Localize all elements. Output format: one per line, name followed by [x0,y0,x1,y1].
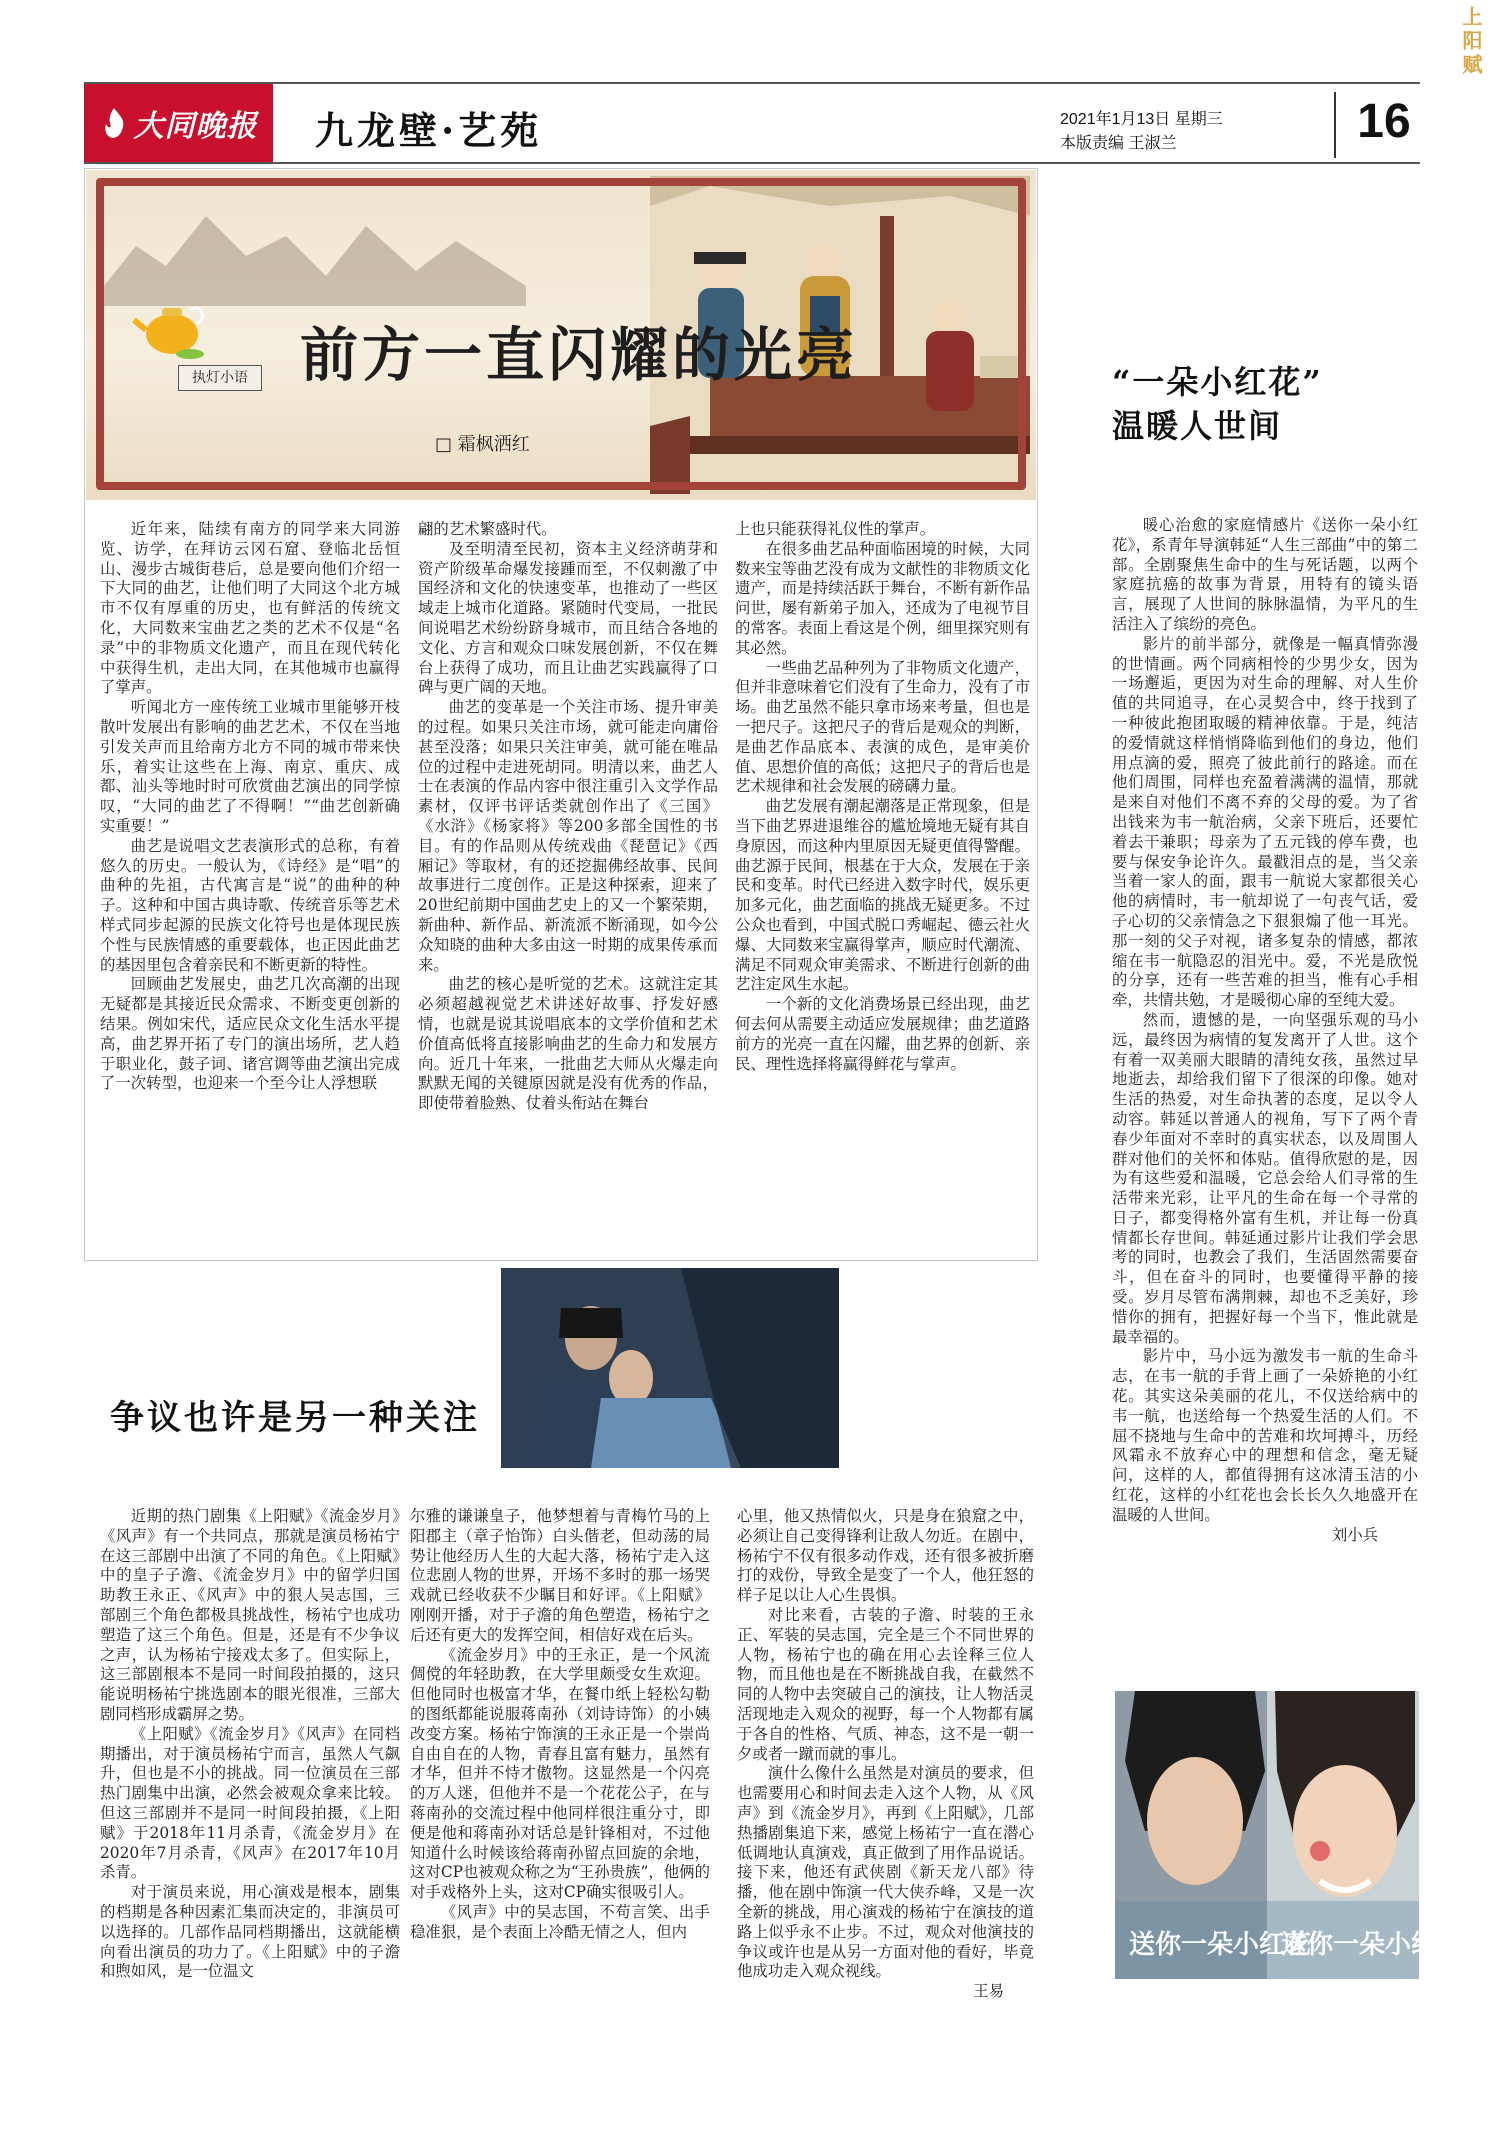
masthead-top-rule [84,82,1420,84]
paragraph: 近年来，陆续有南方的同学来大同游览、访学，在拜访云冈石窟、登临北岳恒山、漫步古城街巷后，总是要向他们介绍一下大同的曲艺，让他们明了大同这个北方城市不仅有厚重的历史，也有鲜活的传统文化，大同数来宝曲艺之类的艺术不仅是“名录”中的非物质文化遗产，而且在现代转化中获得生机，走出大同，在其他城市也赢得了掌声。 [100,520,400,697]
paragraph: 曲艺的核心是听觉的艺术。这就注定其必须超越视觉艺术讲述好故事、抒发好感情，也就是说其说唱底本的文学价值和艺术价值高低将直接影响曲艺的生命力和发展方向。近几十年来，一批曲艺大师从火爆走向默默无闻的关键原因就是没有优秀的作品，即使带着脸熟、仗着头衔站在舞台 [418,975,718,1113]
issue-info [1060,108,1223,156]
still-caption: 上阳赋 [1459,6,1483,78]
side-article-body [1112,516,1418,1545]
bottom-author: 王易 [973,1982,1004,2001]
paragraph: 一个新的文化消费场景已经出现，曲艺何去何从需要主动适应发展规律；曲艺道路前方的光亮一直在闪耀，曲艺界的创新、亲民、理性选择将赢得鲜花与掌声。 [735,995,1030,1073]
newspaper-logo [84,84,273,162]
paragraph: 曲艺发展有潮起潮落是正常现象，但是当下曲艺界进退维谷的尴尬境地无疑有其自身原因，而这种内里原因无疑更值得警醒。曲艺源于民间，根基在于大众，发展在于亲民和变革。时代已经进入数字时代，娱乐更加多元化，曲艺面临的挑战无疑更多。不过公众也看到，中国式脱口秀崛起、德云社火爆、大同数来宝赢得掌声，顺应时代潮流、满足不同观众审美需求、不断进行创新的曲艺注定风生水起。 [735,797,1030,994]
flame-logo-icon [100,106,128,140]
side-author: 刘小兵 [1331,1525,1378,1544]
paragraph: 演什么像什么虽然是对演员的要求，但也需要用心和时间去走入这个人物，从《风声》到《流金岁月》，再到《上阳赋》，几部热播剧集追下来，感觉上杨祐宁一直在潜心低调地认真演戏，真正做到了用作品说话。接下来，他还有武侠剧《新天龙八部》待播，他在剧中饰演一代大侠乔峰，又是一次全新的挑战，用心演戏的杨祐宁在演技的道路上似乎永不止步。不过，观众对他演技的争议或许也是从另一方面对他的看好，毕竟他成功走入观众视线。 [737,1764,1034,1981]
paragraph: 曲艺是说唱文艺表演形式的总称，有着悠久的历史。一般认为，《诗经》是“唱”的曲种的先祖，古代寓言是“说”的曲种的种子。这种和中国古典诗歌、传统音乐等艺术样式同步起源的民族文化符号也是体现民族个性与民族情感的重要载体，也正因此曲艺的基因里包含着亲民和不断更新的特性。 [100,836,400,974]
main-article-column-3 [735,520,1030,1074]
bottom-article-column-3 [737,1507,1034,2002]
paragraph: 上也只能获得礼仪性的掌声。 [735,520,936,538]
column-tag: 执灯小语 [178,365,262,391]
paragraph: 《风声》中的吴志国，不苟言笑、出手稳准狠，是个表面上冷酷无情之人，但内 [410,1902,710,1941]
paragraph: 暖心治愈的家庭情感片《送你一朵小红花》，系青年导演韩延“人生三部曲”中的第二部。全剧聚焦生命中的生与死话题，以两个家庭抗癌的故事为背景，用特有的镜头语言，展现了人世间的脉脉温情，为平凡的生活注入了缤纷的亮色。 [1112,516,1418,633]
section-title: 九龙壁·艺苑 [315,108,543,153]
page-number: 16 [1357,95,1411,148]
paragraph: 然而，遗憾的是，一向坚强乐观的马小远，最终因为病情的复发离开了人世。这个有着一双美丽大眼睛的清纯女孩，虽然过早地逝去，却给我们留下了很深的印像。她对生活的热爱，对生命执著的态度，足以令人动容。韩延以普通人的视角，写下了两个青春少年面对不幸时的真实状态，以及周围人群对他们的关怀和体贴。值得欣慰的是，因为有这些爱和温暖，它总会给人们寻常的生活带来光彩，让平凡的生命在每一个寻常的日子，都变得格外富有生机，并让每一份真情都长存世间。韩延通过影片让我们学会思考的同时，也教会了我们，生活固然需要奋斗，但在奋斗的同时，也要懂得平静的接受。岁月尽管布满荆棘，却也不乏美好，珍惜你的拥有，把握好每一个当下，惟此就是最幸福的。 [1112,1010,1418,1346]
main-headline: 前方一直闪耀的光亮 [300,321,859,389]
paragraph: 曲艺的变革是一个关注市场、提升审美的过程。如果只关注市场，就可能走向庸俗甚至没落；如果只关注审美，就可能在唯品位的过程中走进死胡同。明清以来，曲艺人士在表演的作品内容中很注重引入文学作品素材，仅评书评话类就创作出了《三国》《水浒》《杨家将》等200多部全国性的书目。有的作品则从传统戏曲《琵琶记》《西厢记》等取材，有的还挖掘佛经故事、民间故事进行二度创作。正是这种探索，迎来了20世纪前期中国曲艺史上的又一个繁荣期，新曲种、新作品、新流派不断涌现，如今公众知晓的曲种大多由这一时期的成果传承而来。 [418,698,718,974]
paragraph: 影片中，马小远为激发韦一航的生命斗志，在韦一航的手背上画了一朵娇艳的小红花。其实这朵美丽的花儿，不仅送给病中的韦一航，也送给每一个热爱生活的人们。不屈不挠地与生命中的苦难和坎坷搏斗，历经风霜永不放弃心中的理想和信念，毫无疑问，这样的人，都值得拥有这冰清玉洁的小红花，这样的小红花也会长长久久地盛开在温暖的人世间。 [1112,1347,1418,1524]
paragraph: 在很多曲艺品种面临困境的时候，大同数来宝等曲艺没有成为文献性的非物质文化遗产，而是持续活跃于舞台，不断有新作品问世，屡有新弟子加入，还成为了电视节目的常客。表面上看这是个例，细里探究则有其必然。 [735,539,1030,657]
paragraph: 回顾曲艺发展史，曲艺几次高潮的出现无疑都是其接近民众需求、不断变更创新的结果。例如宋代，适应民众文化生活水平提高，曲艺界开拓了专门的演出场所，艺人趋于职业化，鼓子词、诸宫调等曲艺演出完成了一次转型，也迎来一个至今让人浮想联 [100,975,400,1093]
main-byline: □ 霜枫洒红 [435,434,530,455]
side-headline-line-2: 温暖人世间 [1112,407,1283,445]
paragraph: 《流金岁月》中的王永正，是一个风流倜傥的年轻助教，在大学里颇受女生欢迎。但他同时也极富才华，在餐巾纸上轻松勾勒的图纸都能说服蒋南孙（刘诗诗饰）的小姨改变方案。杨祐宁饰演的王永正是一个崇尚自由自在的人物，青春且富有魅力，虽然有才华，但并不恃才傲物。这显然是一个闪亮的万人迷，但他并不是一个花花公子，在与蒋南孙的交流过程中他同样很注重分寸，即便是他和蒋南孙对话总是针锋相对，不过他知道什么时候该给蒋南孙留点回旋的余地，这对CP也被观众称之为“王孙贵族”，他俩的对手戏格外上头，这对CP确实很吸引人。 [410,1645,710,1902]
bottom-article-column-1 [100,1507,400,1982]
paragraph: 对于演员来说，用心演戏是根本，剧集的档期是各种因素汇集而决定的，非演员可以选择的。几部作品同档期播出，这就能横向看出演员的功力了。《上阳赋》中的子澹和煦如风，是一位温文 [100,1883,400,1981]
side-headline-line-1: “一朵小红花” [1112,363,1323,401]
paragraph: 影片的前半部分，就像是一幅真情弥漫的世情画。两个同病相怜的少男少女，因为一场邂逅，更因为对生命的理解、对人生价值的共同追寻，在心灵契合中，终于找到了一种彼此抱团取暖的精神依靠。于是，纯洁的爱情就这样悄悄降临到他们的身边，他们用点滴的爱，照亮了彼此前行的路途。而在他们周围，同样也充盈着满满的温情，那就是来自对他们不离不弃的父母的爱。为了省出钱来为韦一航治病，父亲下班后，还要忙着去干兼职；母亲为了五元钱的停车费，也要与保安争论许久。最戳泪点的是，当父亲当着一家人的面，跟韦一航说大家都很关心他的病情时，韦一航却说了一句丧气话，爱子心切的父亲情急之下狠狠煽了他一耳光。那一刻的父子对视，诸多复杂的情感，都浓缩在韦一航隐忍的泪光中。爱，不光是欣悦的分享，还有一些苦难的担当，惟有心手相牵，共情共勉，才是暖彻心扉的至纯大爱。 [1112,634,1418,1010]
poster-title-right: 送你一朵小红花 [1281,1930,1464,1960]
paragraph: 听闻北方一座传统工业城市里能够开枝散叶发展出有影响的曲艺艺术，不仅在当地引发关声而且给南方北方不同的城市带来快乐，着实让这些在上海、南京、重庆、成都、汕头等地时时可欣赏曲艺演出的同学惊叹，“大同的曲艺了不得啊！”“曲艺创新确实重要！” [100,698,400,835]
bottom-article-column-2 [410,1507,710,1943]
main-article-column-1 [100,520,400,1094]
newspaper-name: 大同晚报 [133,109,258,144]
main-article-column-2 [418,520,718,1114]
paragraph: 对比来看，古装的子澹、时装的王永正、军装的吴志国，完全是三个不同世界的人物，杨祐宁也的确在用心去诠释三位人物，而且他也是在不断挑战自我，在截然不同的人物中去突破自己的演技，让人物活灵活现地走入观众的视野，每一个人物都有属于各自的性格、气质、神态，这不是一朝一夕或者一蹴而就的事儿。 [737,1605,1034,1763]
paragraph: 《上阳赋》《流金岁月》《风声》在同档期播出，对于演员杨祐宁而言，虽然人气飙升，但也是不小的挑战。同一位演员在三部热门剧集中出演，必然会被观众拿来比较。但这三部剧并不是同一时间段拍摄，《上阳赋》于2018年11月杀青，《流金岁月》在2020年7月杀青，《风声》在2017年10月杀青。 [100,1724,400,1882]
bottom-headline: 争议也许是另一种关注 [110,1398,480,1438]
page-editor: 本版责编 王淑兰 [1060,135,1177,152]
side-headline [1112,360,1323,448]
poster-title-left: 送你一朵小红花 [1129,1930,1312,1960]
movie-poster-photo [1115,1691,1464,1979]
paragraph: 一些曲艺品种列为了非物质文化遗产，但并非意味着它们没有了生命力，没有了市场。曲艺虽然不能只拿市场来考量，但也是一把尺子。这把尺子的背后是观众的判断，是曲艺作品底本、表演的成色，是审美价值、思想价值的高低；这把尺子的背后也是艺术规律和社会发展的磅礴力量。 [735,658,1030,796]
paragraph: 尔雅的谦谦皇子，他梦想着与青梅竹马的上阳郡主（章子怡饰）白头偕老，但动荡的局势让他经历人生的大起大落，杨祐宁走入这位悲剧人物的世界，开场不多时的那一场哭戏就已经收获不少瞩目和好评。《上阳赋》刚刚开播，对于子澹的角色塑造，杨祐宁之后还有更大的发挥空间，相信好戏在后头。 [410,1507,710,1644]
paragraph: 近期的热门剧集《上阳赋》《流金岁月》《风声》有一个共同点，那就是演员杨祐宁在这三部剧中出演了不同的角色。《上阳赋》中的皇子子澹、《流金岁月》中的留学归国助教王永正、《风声》中的狠人吴志国，三部剧三个角色都极具挑战性，杨祐宁也成功塑造了这三个角色。但是，还是有不少争议之声，认为杨祐宁接戏太多了。但实际上，这三部剧根本不是同一时间段拍摄的，这只能说明杨祐宁挑选剧本的眼光很准，三部大剧同档形成霸屏之势。 [100,1507,400,1723]
page-number-divider [1334,92,1336,158]
teapot-icon [132,290,212,360]
paragraph: 及至明清至民初，资本主义经济萌芽和资产阶级革命爆发接踵而至，不仅刺激了中国经济和文化的快速变革，也推动了一些区域走上城市化道路。紧随时代变局，一批民间说唱艺术纷纷跻身城市，而且结合各地的文化、方言和观众口味发展创新，不仅在舞台上获得了成功，而且让曲艺实践赢得了口碑与更广阔的天地。 [418,539,718,697]
drama-still-photo [501,1268,839,1468]
paragraph: 心里，他又热情似火，只是身在狼窟之中，必须让自己变得锋利让敌人勿近。在剧中，杨祐宁不仅有很多动作戏，还有很多被折磨打的戏份，导致全是变了一个人，他狂怒的样子足以让人心生畏惧。 [737,1507,1034,1605]
paragraph: 翩的艺术繁盛时代。 [418,520,557,538]
issue-date: 2021年1月13日 星期三 [1060,111,1223,128]
masthead-bottom-rule [84,162,1420,164]
